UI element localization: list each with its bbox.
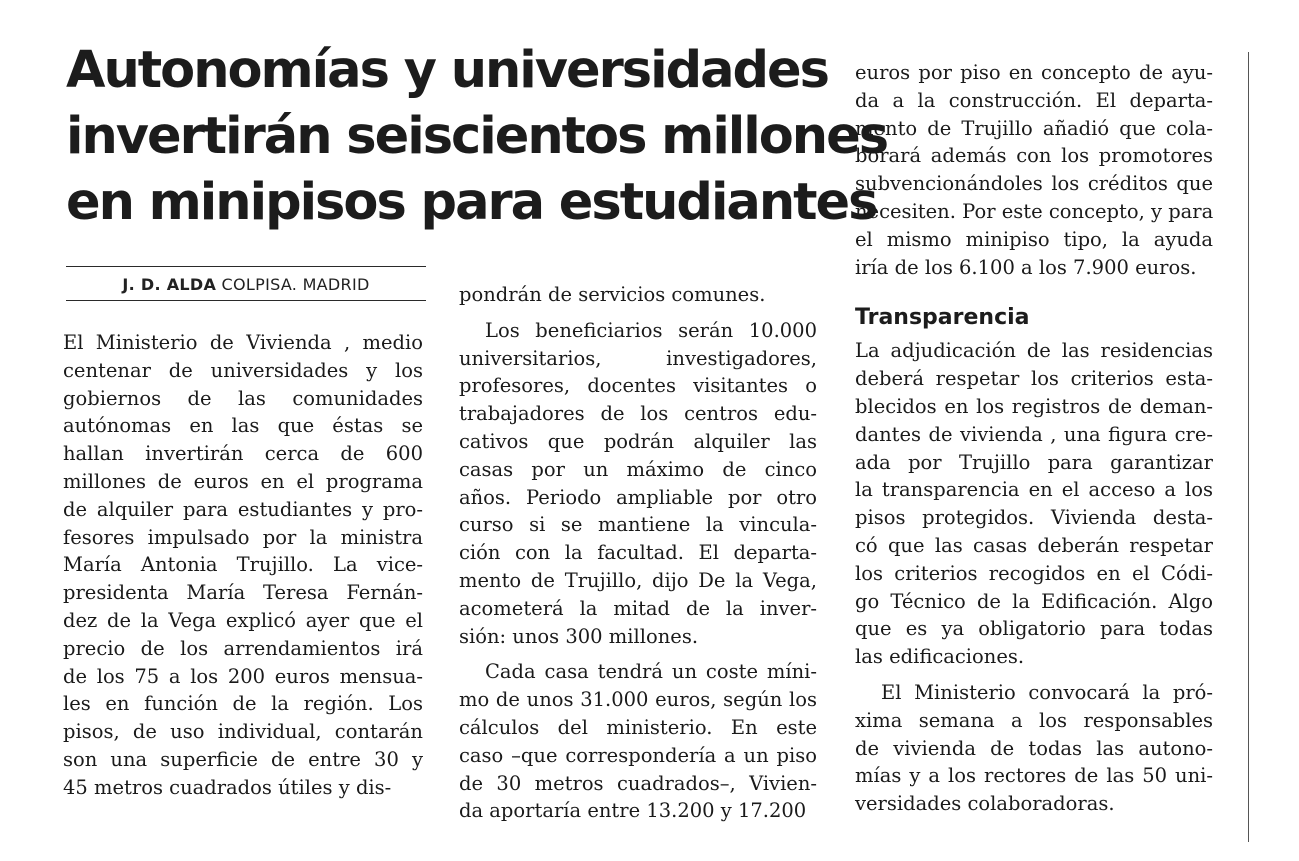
text-line: de vivienda de todas las autono- [855,736,1213,760]
text-line: da aportaría entre 13.200 y 17.200 [459,799,807,823]
text-line: cativos que podrán alquiler las [459,429,817,453]
text-line: las edificaciones. [855,645,1025,669]
text-line: Los beneficiarios serán 10.000 [485,318,817,342]
text-line: mías y a los rectores de las 50 uni- [855,764,1213,788]
text-line: ción con la facultad. El departa- [459,541,817,565]
text-line: autónomas en las que éstas se [63,414,423,438]
text-line: de los 75 a los 200 euros mensua- [63,664,423,688]
text-line: versidades colaboradoras. [855,792,1115,816]
text-line: gobiernos de las comunidades [63,386,423,410]
headline-line: Autonomías y universidades [66,41,828,100]
byline-author: J. D. ALDA [122,275,217,294]
text-line: la transparencia en el acceso a los [855,478,1213,502]
text-line: sión: unos 300 millones. [459,624,699,648]
text-line: mento de Trujillo añadió que cola- [855,116,1213,140]
paragraph [855,59,1213,281]
text-line: fesores impulsado por la ministra [63,525,423,549]
text-line: profesores, docentes visitantes o [459,374,817,398]
byline-agency: COLPISA. MADRID [221,275,370,294]
text-line: años. Periodo ampliable por otro [459,485,817,509]
text-line: deberá respetar los criterios esta- [855,367,1213,391]
text-line: pisos, de uso individual, contarán [63,720,423,744]
text-line: pisos protegidos. Vivienda desta- [855,506,1213,530]
text-line: presidenta María Teresa Fernán- [63,581,423,605]
text-line: euros por piso en concepto de ayu- [855,61,1213,84]
text-line: María Antonia Trujillo. La vice- [63,553,423,577]
column-divider [1248,52,1249,842]
text-line: subvencionándoles los créditos que [855,172,1213,196]
text-line: da a la construcción. El departa- [855,88,1213,112]
text-line: acometerá la mitad de la inver- [459,596,817,620]
text-line: El Ministerio de Vivienda , medio [63,331,423,354]
text-line: hallan invertirán cerca de 600 [63,442,423,466]
text-line: mo de unos 31.000 euros, según los [459,688,817,712]
paragraph [855,337,1213,671]
section-subhead: Transparencia [855,305,1030,331]
text-line: go Técnico de la Edificación. Algo [855,589,1213,613]
text-line: curso si se mantiene la vincula- [459,513,817,537]
article-column-1 [63,329,423,802]
text-line: Cada casa tendrá un coste míni- [485,660,817,684]
byline [66,266,426,301]
text-line: los criterios recogidos en el Códi- [855,561,1213,585]
text-line: necesiten. Por este concepto, y para [855,199,1214,223]
paragraph [63,329,423,802]
text-line: xima semana a los responsables [855,708,1213,732]
text-line: universitarios, investigadores, [459,346,817,370]
headline [66,38,888,236]
article-column-3 [855,59,1213,818]
text-line: dantes de vivienda , una figura cre- [855,422,1213,446]
paragraph [855,679,1213,818]
text-line: centenar de universidades y los [63,358,423,382]
paragraph [459,281,817,309]
text-line: de alquiler para estudiantes y pro- [63,497,423,521]
headline-line: en minipisos para estudiantes [66,173,877,232]
text-line: que es ya obligatorio para todas [855,617,1213,641]
text-line: cálculos del ministerio. En este [459,715,817,739]
text-line: el mismo minipiso tipo, la ayuda [855,227,1213,251]
headline-line: invertirán seiscientos millones [66,107,888,166]
text-line: La adjudicación de las residencias [855,339,1213,363]
text-line: casas por un máximo de cinco [459,457,817,481]
text-line: mento de Trujillo, dijo De la Vega, [459,568,817,592]
paragraph [459,658,817,825]
text-line: les en función de la región. Los [63,692,423,716]
text-line: blecidos en los registros de deman- [855,394,1213,418]
text-line: dez de la Vega explicó ayer que el [63,608,423,632]
article-column-2 [459,281,817,825]
text-line: pondrán de servicios comunes. [459,283,766,306]
text-line: de 30 metros cuadrados–, Vivien- [459,771,817,795]
text-line: El Ministerio convocará la pró- [881,680,1213,704]
text-line: precio de los arrendamientos irá [63,636,423,660]
text-line: có que las casas deberán respetar [855,533,1213,557]
text-line: 45 metros cuadrados útiles y dis- [63,775,392,799]
text-line: caso –que correspondería a un piso [459,743,817,767]
text-line: millones de euros en el programa [63,469,423,493]
paragraph [459,317,817,651]
text-line: trabajadores de los centros edu- [459,402,817,426]
text-line: iría de los 6.100 a los 7.900 euros. [855,255,1197,279]
text-line: son una superficie de entre 30 y [63,747,423,771]
text-line: ada por Trujillo para garantizar [855,450,1213,474]
text-line: borará además con los promotores [855,144,1213,168]
